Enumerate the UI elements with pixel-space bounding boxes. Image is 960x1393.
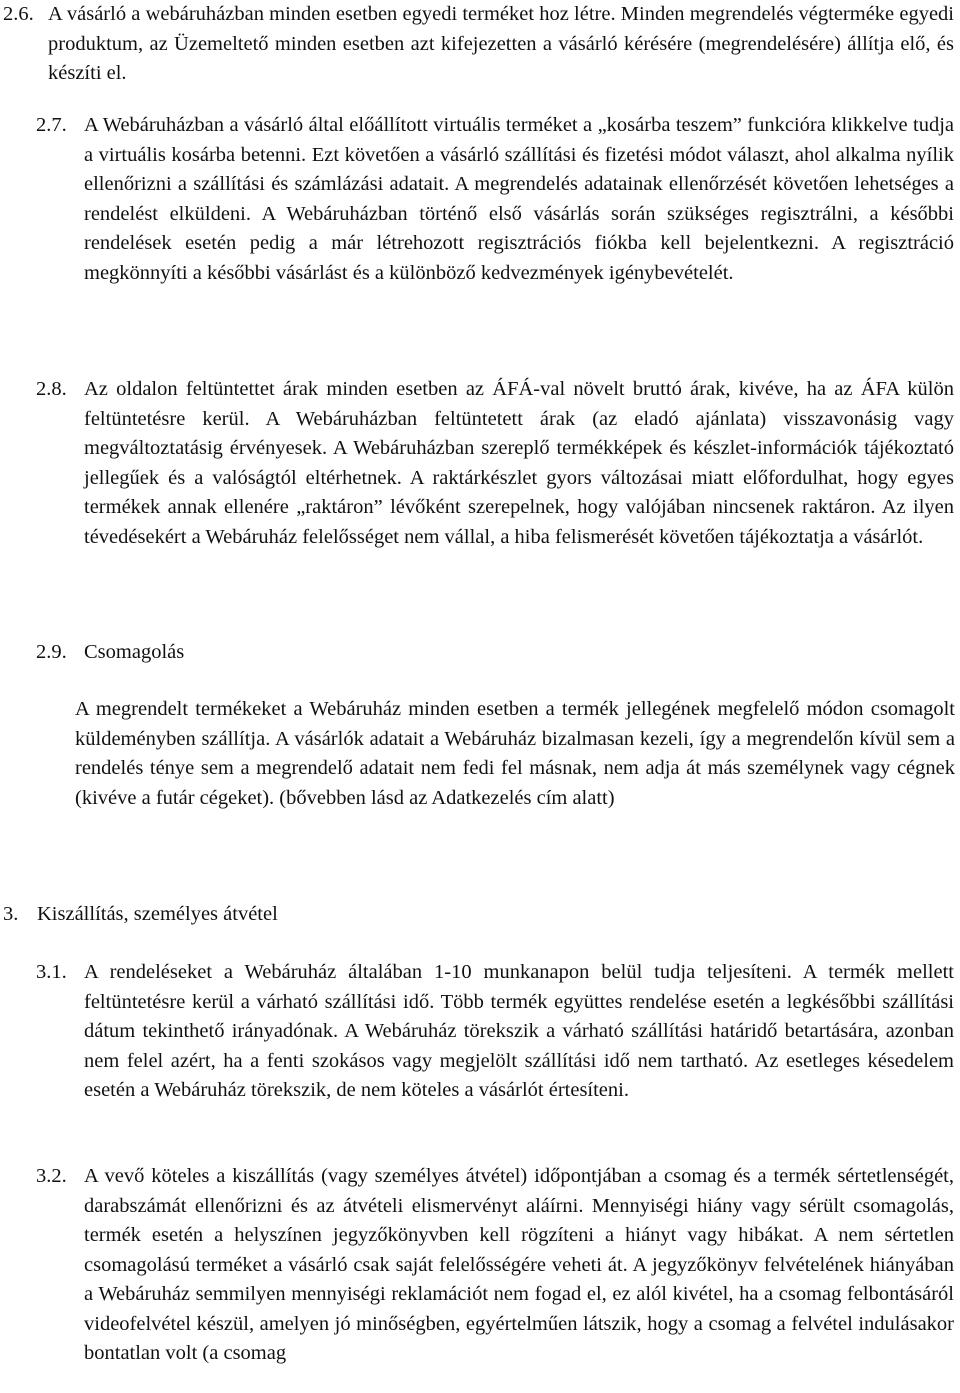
section-number: 2.8. <box>36 378 67 400</box>
chapter-title: Kiszállítás, személyes átvétel <box>37 903 278 925</box>
section-number: 2.7. <box>36 114 67 136</box>
section-text: A rendeléseket a Webáruház általában 1-10 munkanapon belül tudja teljesíteni. A termék mellett feltüntetésre kerül a várható szállítási idő. Több termék együttes rendelése esetén a legkésőbbi szállítási dátum tekinthető irányadónak. A Webáruház törekszik a várható szállítási határidő betartására, azonban nem felel azért, ha a fenti szokásos vagy megjelölt szállítási idő nem tartható. Az esetleges késedelem esetén a Webáruház törekszik, de nem köteles a vásárlót értesíteni. <box>84 961 954 1101</box>
section-number: 2.9. <box>36 641 67 663</box>
section-text: A vevő köteles a kiszállítás (vagy személyes átvétel) időpontjában a csomag és a termék sértetlenségét, darabszámát ellenőrizni és az átvételi elismervényt aláírni. Mennyiségi hiány vagy sérült csomagolás, termék esetén a helyszínen jegyzőkönyvben kell rögzíteni a hiányt vagy hibákat. A nem sértetlen csomagolású terméket a vásárló csak saját felelősségére veheti át. A jegyzőkönyv felvételének hiányában a Webáruház semmilyen mennyiségi reklamációt nem fogad el, ez alól kivétel, ha a csomag felbontásáról videofelvétel készül, amelyen jó minőségben, egyértelműen látszik, hogy a csomag a felvétel indulásakor bontatlan volt (a csomag <box>84 1165 954 1364</box>
section-2-9-body: A megrendelt termékeket a Webáruház minden esetben a termék jellegének megfelelő módon csomagolt küldeményben szállítja. A vásárlók adatait a Webáruház bizalmasan kezeli, így a megrendelőn kívül sem a rendelés ténye sem a megrendelő adatait nem fedi fel másnak, nem adja át más személynek vagy cégnek (kivéve a futár cégeket). (bővebben lásd az Adatkezelés cím alatt) <box>75 698 955 809</box>
section-number: 2.6. <box>3 3 34 25</box>
section-title: Csomagolás <box>84 641 185 663</box>
chapter-number: 3. <box>3 903 19 925</box>
section-number: 3.1. <box>36 961 67 983</box>
section-text: Az oldalon feltüntettet árak minden esetben az ÁFÁ-val növelt bruttó árak, kivéve, ha az ÁFA külön feltüntetésre kerül. A Webáruházban feltüntetett árak (az eladó ajánlata) visszavonásig vagy megváltoztatásig érvényesek. A Webáruházban szereplő termékképek és készlet-információk tájékoztató jellegűek és a valóságtól eltérhetnek. A raktárkészlet gyors változásai miatt előfordulhat, hogy egyes termékek annak ellenére „raktáron” lévőként szerepelnek, hogy valójában nincsenek raktáron. Az ilyen tévedésekért a Webáruház felelősséget nem vállal, a hiba felismerését követően tájékoztatja a vásárlót. <box>84 378 954 548</box>
section-number: 3.2. <box>36 1165 67 1187</box>
section-text: A Webáruházban a vásárló által előállított virtuális terméket a „kosárba teszem” funkcióra klikkelve tudja a virtuális kosárba betenni. Ezt követően a vásárló szállítási és fizetési módot választ, ahol alkalma nyílik ellenőrizni a szállítási és számlázási adatait. A megrendelés adatainak ellenőrzését követően lehetséges a rendelést elküldeni. A Webáruházban történő első vásárlás során szükséges regisztrálni, a későbbi rendelések esetén pedig a már létrehozott regisztrációs fiókba kell bejelentkezni. A regisztráció megkönnyíti a későbbi vásárlást és a különböző kedvezmények igénybevételét. <box>84 114 954 284</box>
section-text: A vásárló a webáruházban minden esetben egyedi terméket hoz létre. Minden megrendelés végterméke egyedi produktum, az Üzemeltető minden esetben azt kifejezetten a vásárló kérésére (megrendelésére) állítja elő, és készíti el. <box>48 3 954 84</box>
